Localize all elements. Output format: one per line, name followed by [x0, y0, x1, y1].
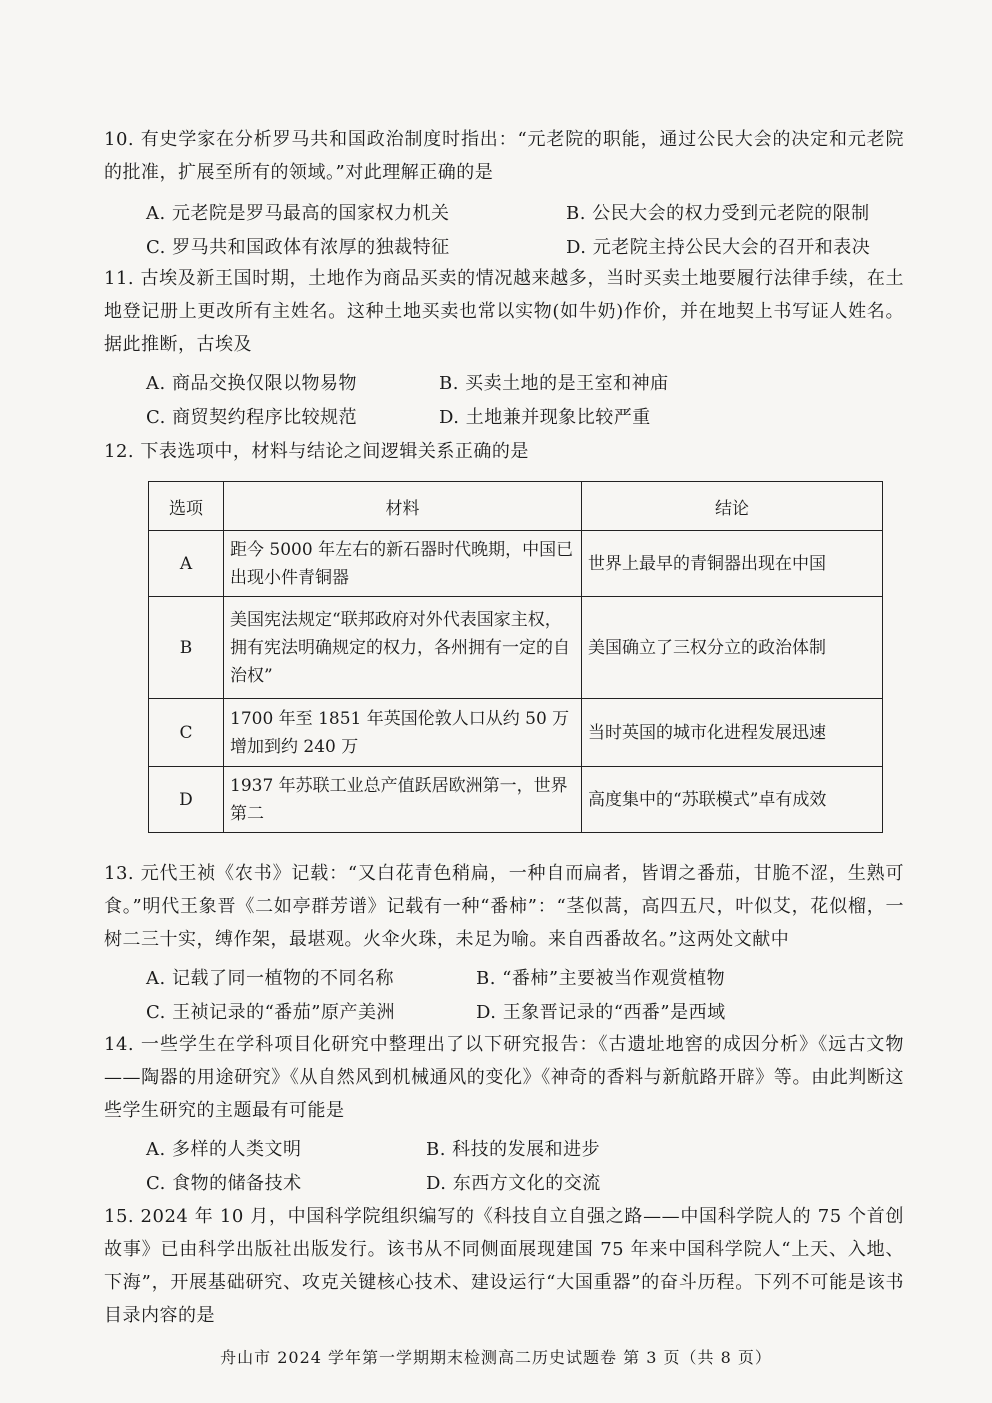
question-12-table	[148, 481, 883, 833]
row-material: 1937 年苏联工业总产值跃居欧洲第一，世界第二	[224, 767, 582, 833]
table-row	[149, 597, 883, 699]
question-11-stem: 11. 古埃及新王国时期，土地作为商品买卖的情况越来越多，当时买卖土地要履行法律手续，在土地登记册上更改所有主姓名。这种土地买卖也常以实物(如牛奶)作价，并在地契上书写证人姓名。据此推断，古埃及	[104, 268, 904, 355]
question-15	[104, 1200, 904, 1332]
question-10	[104, 123, 904, 258]
table-header-conclusion: 结论	[582, 482, 883, 531]
option-b: B. 公民大会的权力受到元老院的限制	[566, 203, 870, 224]
question-15-stem: 15. 2024 年 10 月，中国科学院组织编写的《科技自立自强之路——中国科学院人的 75 个首创故事》已由科学出版社出版发行。该书从不同侧面展现建国 75 年来中国科学院人“上天、入地、下海”，开展基础研究、攻克关键核心技术、建设运行“大国重器”的奋斗历程。下列不可能是该书目录内容的是	[104, 1206, 904, 1326]
table-header-material: 材料	[224, 482, 582, 531]
question-14-stem: 14. 一些学生在学科项目化研究中整理出了以下研究报告：《古遗址地窖的成因分析》《远古文物——陶器的用途研究》《从自然风到机械通风的变化》《神奇的香料与新航路开辟》等。由此判断这些学生研究的主题最有可能是	[104, 1034, 904, 1121]
question-11	[104, 262, 904, 428]
option-a: A. 商品交换仅限以物易物	[146, 373, 357, 394]
row-material: 1700 年至 1851 年英国伦敦人口从约 50 万增加到约 240 万	[224, 699, 582, 767]
row-label: A	[149, 531, 224, 597]
question-12-stem: 12. 下表选项中，材料与结论之间逻辑关系正确的是	[104, 441, 529, 462]
option-d: D. 元老院主持公民大会的召开和表决	[566, 237, 871, 258]
option-c: C. 罗马共和国政体有浓厚的独裁特征	[146, 237, 450, 258]
row-label: C	[149, 699, 224, 767]
question-10-stem: 10. 有史学家在分析罗马共和国政治制度时指出：“元老院的职能，通过公民大会的决定和元老院的批准，扩展至所有的领域。”对此理解正确的是	[104, 129, 904, 183]
row-material: 距今 5000 年左右的新石器时代晚期，中国已出现小件青铜器	[224, 531, 582, 597]
option-b: B. 科技的发展和进步	[426, 1139, 601, 1160]
option-a: A. 多样的人类文明	[146, 1139, 302, 1160]
table-header-row	[149, 482, 883, 531]
option-b: B. “番柿”主要被当作观赏植物	[476, 968, 726, 989]
table-row	[149, 531, 883, 597]
row-conclusion: 世界上最早的青铜器出现在中国	[582, 531, 883, 597]
option-c: C. 王祯记录的“番茄”原产美洲	[146, 1002, 395, 1023]
row-material: 美国宪法规定“联邦政府对外代表国家主权，拥有宪法明确规定的权力，各州拥有一定的自治权”	[224, 597, 582, 699]
question-12	[104, 435, 904, 468]
option-a: A. 记载了同一植物的不同名称	[146, 968, 394, 989]
row-conclusion: 当时英国的城市化进程发展迅速	[582, 699, 883, 767]
option-b: B. 买卖土地的是王室和神庙	[439, 373, 669, 394]
table-row	[149, 699, 883, 767]
option-a: A. 元老院是罗马最高的国家权力机关	[146, 203, 450, 224]
option-d: D. 东西方文化的交流	[426, 1173, 601, 1194]
option-c: C. 商贸契约程序比较规范	[146, 407, 358, 428]
row-conclusion: 高度集中的“苏联模式”卓有成效	[582, 767, 883, 833]
question-13	[104, 857, 904, 1023]
option-c: C. 食物的储备技术	[146, 1173, 302, 1194]
row-label: B	[149, 597, 224, 699]
question-13-stem: 13. 元代王祯《农书》记载：“又白花青色稍扁，一种自而扁者，皆谓之番茄，甘脆不涩，生熟可食。”明代王象晋《二如亭群芳谱》记载有一种“番柿”：“茎似蒿，高四五尺，叶似艾，花似榴，一树二三十实，缚作架，最堪观。火伞火珠，未足为喻。来自西番故名。”这两处文献中	[104, 863, 904, 950]
option-d: D. 王象晋记录的“西番”是西域	[476, 1002, 726, 1023]
row-conclusion: 美国确立了三权分立的政治体制	[582, 597, 883, 699]
page-footer: 舟山市 2024 学年第一学期期末检测高二历史试题卷 第 3 页（共 8 页）	[220, 1348, 772, 1367]
row-label: D	[149, 767, 224, 833]
table-row	[149, 767, 883, 833]
table-header-option: 选项	[149, 482, 224, 531]
question-14	[104, 1028, 904, 1194]
option-d: D. 土地兼并现象比较严重	[439, 407, 651, 428]
